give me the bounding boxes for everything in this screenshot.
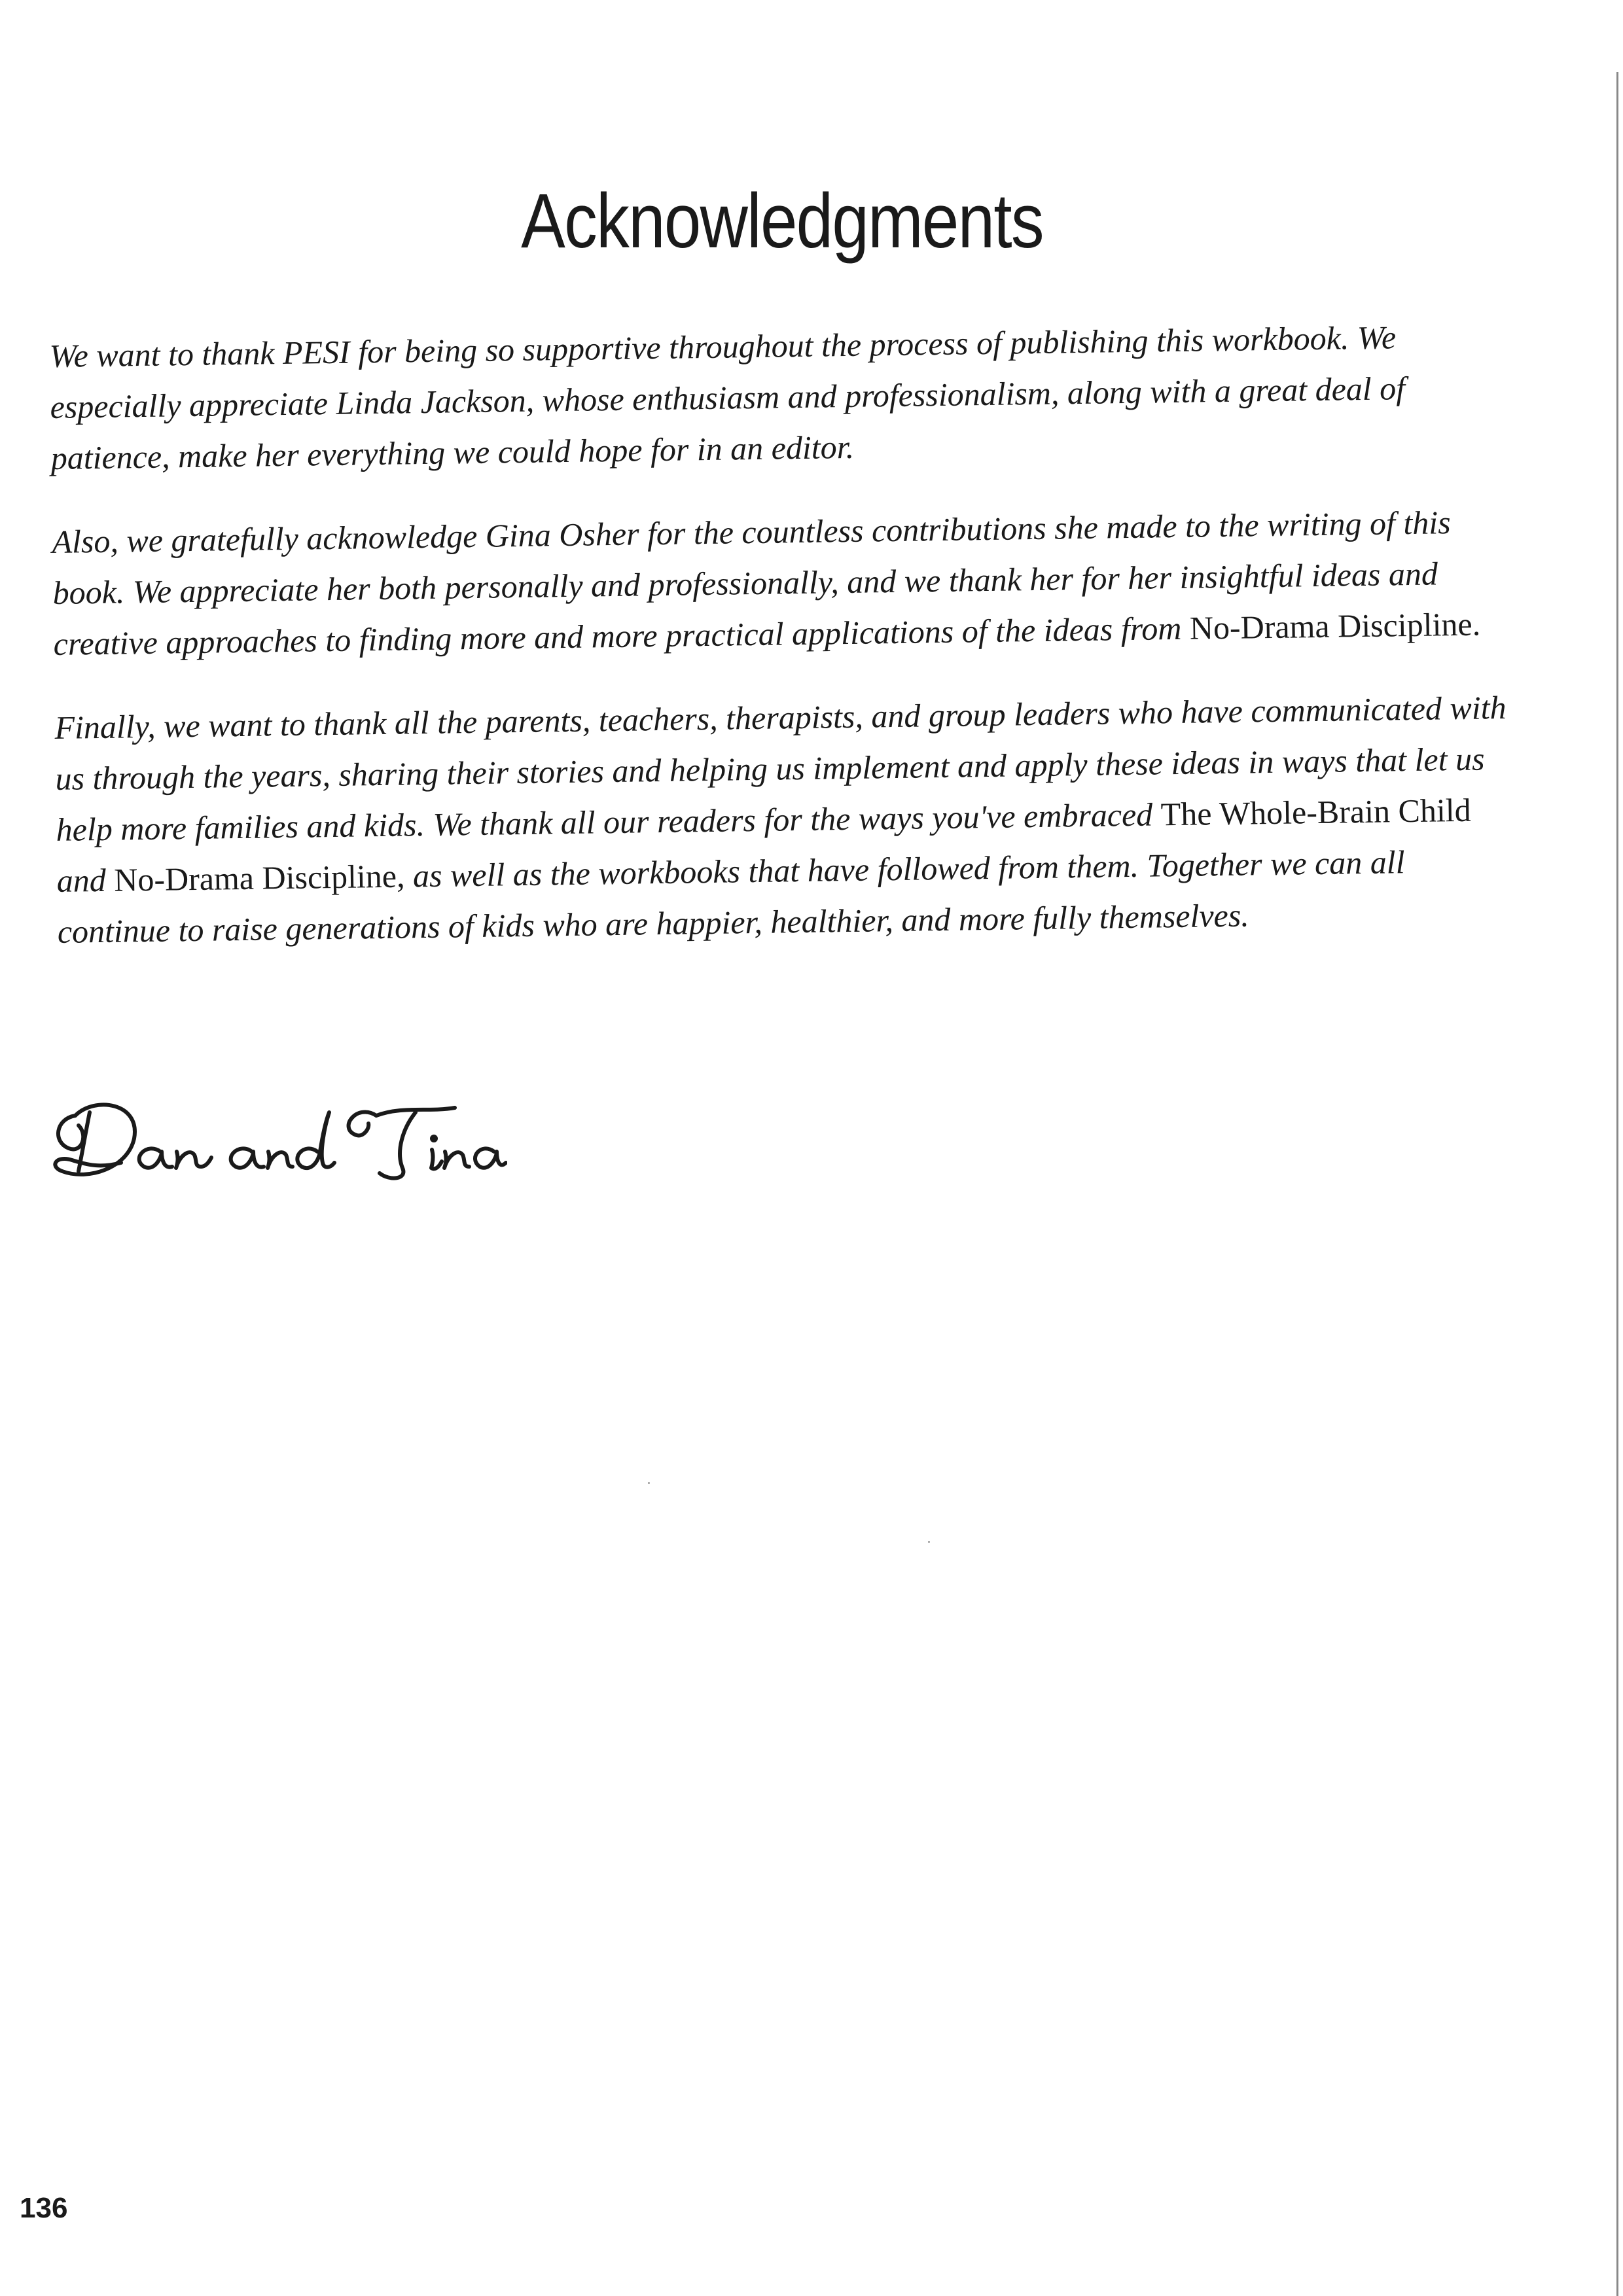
page-number: 136 bbox=[20, 2192, 68, 2224]
paragraph-text: as well as the workbooks that have followed from them. Together we can all continue to raise generations of kids who are happier, healthier, and more fully themselves. bbox=[57, 843, 1405, 950]
scan-edge bbox=[1616, 72, 1618, 2296]
book-title: No-Drama Discipline, bbox=[113, 857, 405, 898]
book-title: The Whole-Brain Child bbox=[1160, 791, 1472, 833]
paragraph-thanks-readers bbox=[54, 682, 1520, 957]
scan-speck bbox=[648, 1482, 650, 1484]
signature bbox=[49, 1089, 507, 1188]
paragraph-thanks-pesi: We want to thank PESI for being so supportive throughout the process of publishing this workbook. We especially appreciate Linda Jackson, whose enthusiasm and professionalism, along with a great deal of patience, make her everything we could hope for in an editor. bbox=[49, 319, 1406, 476]
paragraph-text: Finally, we want to thank all the parents, teachers, therapists, and group leaders who have communicated with us through the years, sharing their stories and helping us implement and apply these ideas in ways that let us help more families and kids. We thank all our readers for the ways you've embraced bbox=[54, 688, 1507, 848]
paragraph-thanks-gina bbox=[52, 496, 1516, 669]
paragraph-text: and bbox=[56, 861, 115, 899]
page-title: Acknowledgments bbox=[521, 178, 1043, 264]
paragraph-text: Also, we gratefully acknowledge Gina Osher for the countless contributions she made to the writing of this book. We appreciate her both personally and professionally, and we thank her for her insightful ideas and creative approaches to finding more and more practical applications of the ideas from bbox=[52, 504, 1452, 662]
book-title: No-Drama Discipline. bbox=[1189, 605, 1481, 646]
signature-script-image bbox=[49, 1089, 507, 1188]
scan-speck bbox=[928, 1541, 930, 1543]
body-text bbox=[49, 310, 1521, 990]
